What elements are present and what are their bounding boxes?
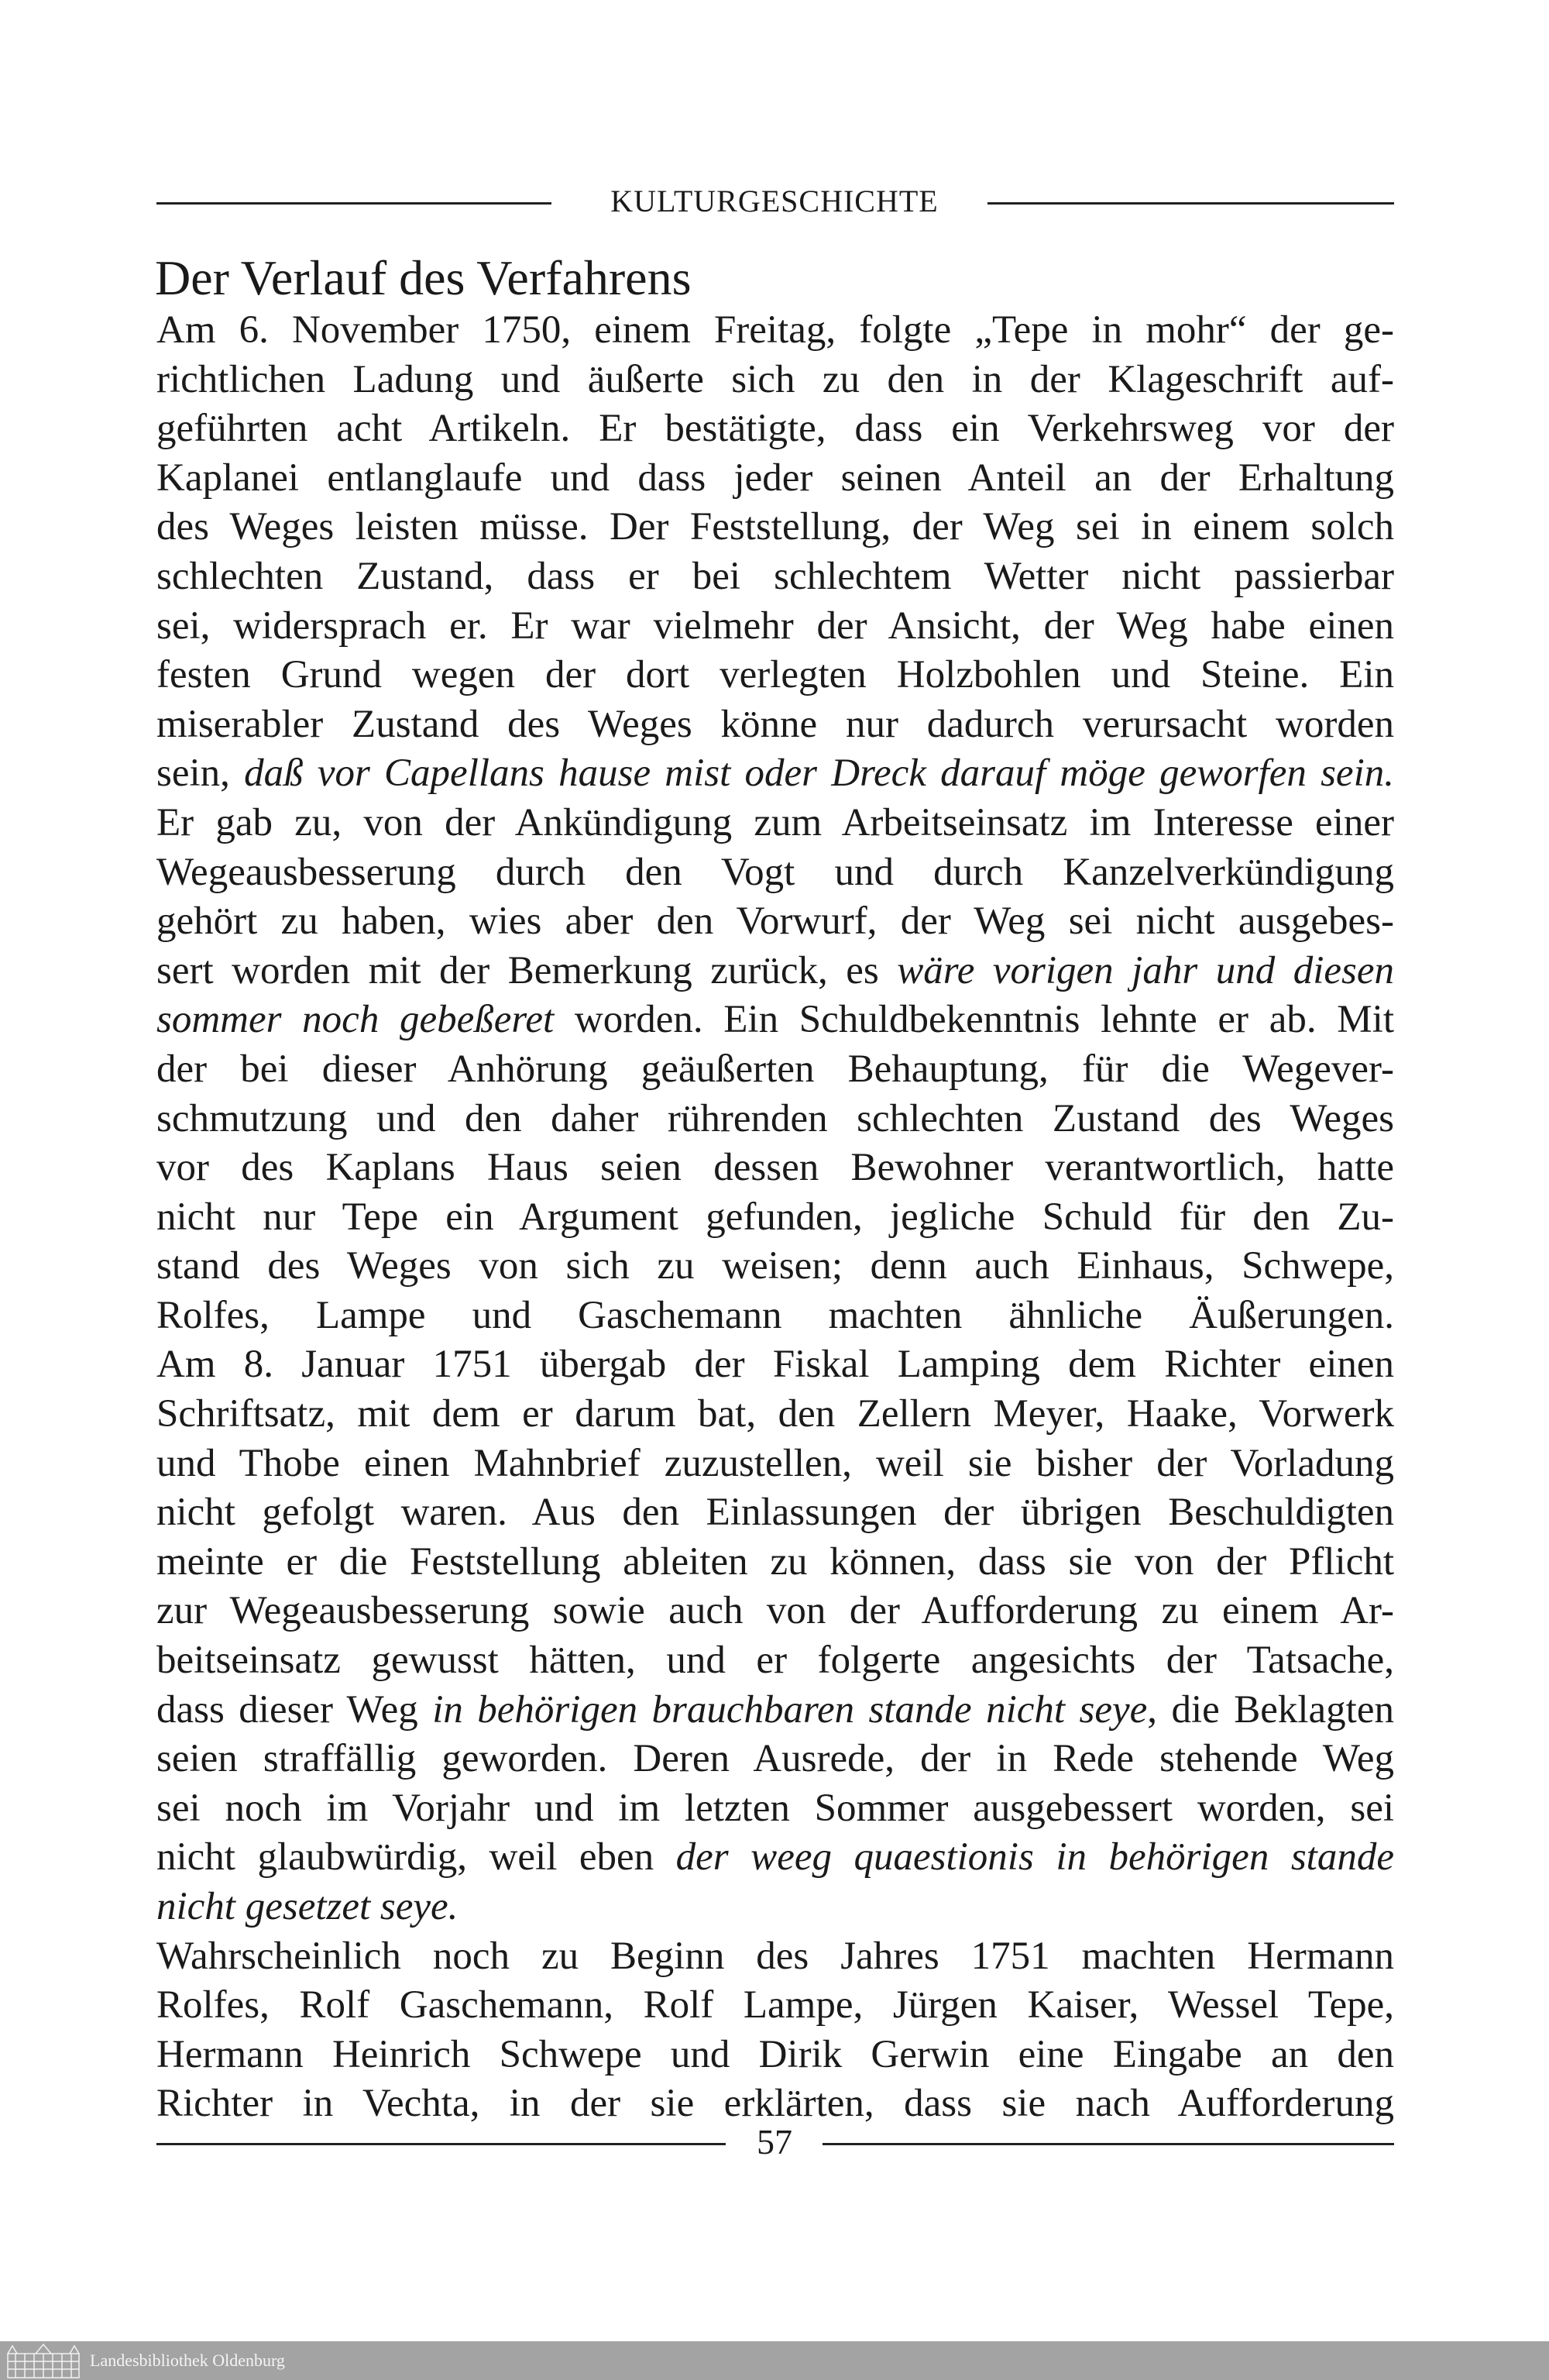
- text-line: [156, 1439, 1394, 1489]
- text-line: [156, 1488, 1394, 1538]
- text-line: [156, 1390, 1394, 1439]
- text-segment: seien straffällig geworden. Deren Ausrede, der in Rede stehende Weg: [156, 1737, 1394, 1781]
- text-segment: Wahrscheinlich noch zu Beginn des Jahres 1751 machten Hermann: [156, 1934, 1394, 1978]
- text-segment: Rolfes, Lampe und Gaschemann machten ähnliche Äußerungen.: [156, 1293, 1394, 1337]
- text-line: [156, 1045, 1394, 1095]
- text-line: [156, 1587, 1394, 1636]
- text-segment: zur Wegeausbesserung sowie auch von der Aufforderung zu einem Ar-: [156, 1589, 1394, 1633]
- library-name: Landesbibliothek Oldenburg: [90, 2351, 285, 2370]
- text-line: [156, 2031, 1394, 2080]
- text-line: [156, 799, 1394, 848]
- text-line: [156, 1932, 1394, 1982]
- text-segment: , die Beklagten: [1147, 1687, 1394, 1732]
- text-segment: meinte er die Feststellung ableiten zu können, dass sie von der Pflicht: [156, 1539, 1394, 1584]
- italic-quote: wäre vorigen jahr und diesen: [897, 948, 1395, 992]
- text-segment: Wegeausbesserung durch den Vogt und durch Kanzelverkündigung: [156, 850, 1394, 894]
- italic-quote: in behörigen brauchbaren stande nicht seye: [432, 1687, 1148, 1732]
- text-line: [156, 897, 1394, 947]
- text-line: [156, 404, 1394, 454]
- text-line: [156, 1291, 1394, 1341]
- text-line: [156, 947, 1394, 996]
- text-line: [156, 1193, 1394, 1243]
- section-title: Der Verlauf des Verfahrens: [155, 250, 692, 305]
- text-segment: Am 8. Januar 1751 übergab der Fiskal Lamping dem Richter einen: [156, 1343, 1394, 1387]
- text-segment: schmutzung und den daher rührenden schlechten Zustand des Weges: [156, 1096, 1394, 1140]
- text-segment: sein,: [156, 751, 245, 796]
- text-line: [156, 1686, 1394, 1735]
- text-line: [156, 602, 1394, 652]
- text-line: [156, 1833, 1394, 1883]
- text-segment: Richter in Vechta, in der sie erklärten, dass sie nach Aufforderung: [156, 2082, 1394, 2126]
- text-segment: nicht nur Tepe ein Argument gefunden, jegliche Schuld für den Zu-: [156, 1195, 1394, 1239]
- text-line: [156, 1883, 1394, 1932]
- text-line: [156, 306, 1394, 356]
- text-line: [156, 503, 1394, 552]
- page-number: 57: [757, 2122, 792, 2162]
- text-segment: nicht glaubwürdig, weil eben: [156, 1835, 676, 1880]
- text-segment: stand des Weges von sich zu weisen; denn auch Einhaus, Schwepe,: [156, 1244, 1394, 1288]
- text-line: [156, 700, 1394, 750]
- text-line: [156, 1144, 1394, 1193]
- text-line: [156, 1981, 1394, 2031]
- text-segment: schlechten Zustand, dass er bei schlechtem Wetter nicht passierbar: [156, 554, 1394, 598]
- text-segment: Er gab zu, von der Ankündigung zum Arbeitseinsatz im Interesse einer: [156, 800, 1394, 844]
- text-line: [156, 1735, 1394, 1784]
- text-segment: richtlichen Ladung und äußerte sich zu den in der Klageschrift auf-: [156, 357, 1394, 401]
- text-segment: sei, widersprach er. Er war vielmehr der Ansicht, der Weg habe einen: [156, 604, 1394, 648]
- text-segment: Kaplanei entlanglaufe und dass jeder seinen Anteil an der Erhaltung: [156, 456, 1394, 500]
- text-line: [156, 1636, 1394, 1686]
- text-line: [156, 1784, 1394, 1834]
- text-segment: vor des Kaplans Haus seien dessen Bewohner verantwortlich, hatte: [156, 1146, 1394, 1190]
- text-segment: sert worden mit der Bemerkung zurück, es: [156, 948, 898, 992]
- library-building-logo-icon: [5, 2343, 82, 2378]
- text-segment: gehört zu haben, wies aber den Vorwurf, der Weg sei nicht ausgebes-: [156, 899, 1394, 944]
- text-segment: der bei dieser Anhörung geäußerten Behauptung, für die Wegever-: [156, 1047, 1394, 1091]
- article-body: [156, 306, 1394, 2129]
- text-segment: nicht gefolgt waren. Aus den Einlassungen der übrigen Beschuldigten: [156, 1491, 1394, 1535]
- text-line: [156, 651, 1394, 700]
- library-footer-bar: [0, 2341, 1549, 2380]
- text-segment: Schriftsatz, mit dem er darum bat, den Zellern Meyer, Haake, Vorwerk: [156, 1392, 1394, 1436]
- italic-quote: sommer noch gebeßeret: [156, 998, 555, 1042]
- text-segment: Rolfes, Rolf Gaschemann, Rolf Lampe, Jürgen Kaiser, Wessel Tepe,: [156, 1983, 1394, 2027]
- text-line: [156, 996, 1394, 1045]
- text-segment: sei noch im Vorjahr und im letzten Sommer ausgebessert worden, sei: [156, 1786, 1394, 1830]
- italic-quote: der weeg quaestionis in behörigen stande: [675, 1835, 1394, 1880]
- text-line: [156, 749, 1394, 799]
- text-segment: beitseinsatz gewusst hätten, und er folgerte angesichts der Tatsache,: [156, 1639, 1394, 1683]
- text-line: [156, 356, 1394, 405]
- italic-quote: nicht gesetzet seye.: [156, 1885, 459, 1928]
- text-segment: dass dieser Weg: [156, 1687, 433, 1732]
- text-segment: Am 6. November 1750, einem Freitag, folgte „Tepe in mohr“ der ge-: [156, 308, 1394, 352]
- text-line: [156, 1340, 1394, 1390]
- text-segment: geführten acht Artikeln. Er bestätigte, dass ein Verkehrsweg vor der: [156, 407, 1394, 451]
- text-line: [156, 1538, 1394, 1587]
- text-segment: und Thobe einen Mahnbrief zuzustellen, weil sie bisher der Vorladung: [156, 1441, 1394, 1485]
- text-line: [156, 848, 1394, 898]
- text-line: [156, 1242, 1394, 1291]
- text-segment: miserabler Zustand des Weges könne nur dadurch verursacht worden: [156, 702, 1394, 746]
- text-segment: des Weges leisten müsse. Der Feststellung, der Weg sei in einem solch: [156, 505, 1394, 549]
- running-head: [0, 183, 1549, 219]
- text-line: [156, 1095, 1394, 1144]
- italic-quote: daß vor Capellans hause mist oder Dreck darauf möge geworfen sein.: [244, 751, 1394, 796]
- text-segment: worden. Ein Schuldbekenntnis lehnte er ab. Mit: [554, 998, 1394, 1042]
- running-head-text: KULTURGESCHICHTE: [593, 184, 955, 218]
- text-segment: festen Grund wegen der dort verlegten Holzbohlen und Steine. Ein: [156, 653, 1394, 697]
- text-line: [156, 454, 1394, 504]
- text-line: [156, 552, 1394, 602]
- text-segment: Hermann Heinrich Schwepe und Dirik Gerwin eine Eingabe an den: [156, 2032, 1394, 2076]
